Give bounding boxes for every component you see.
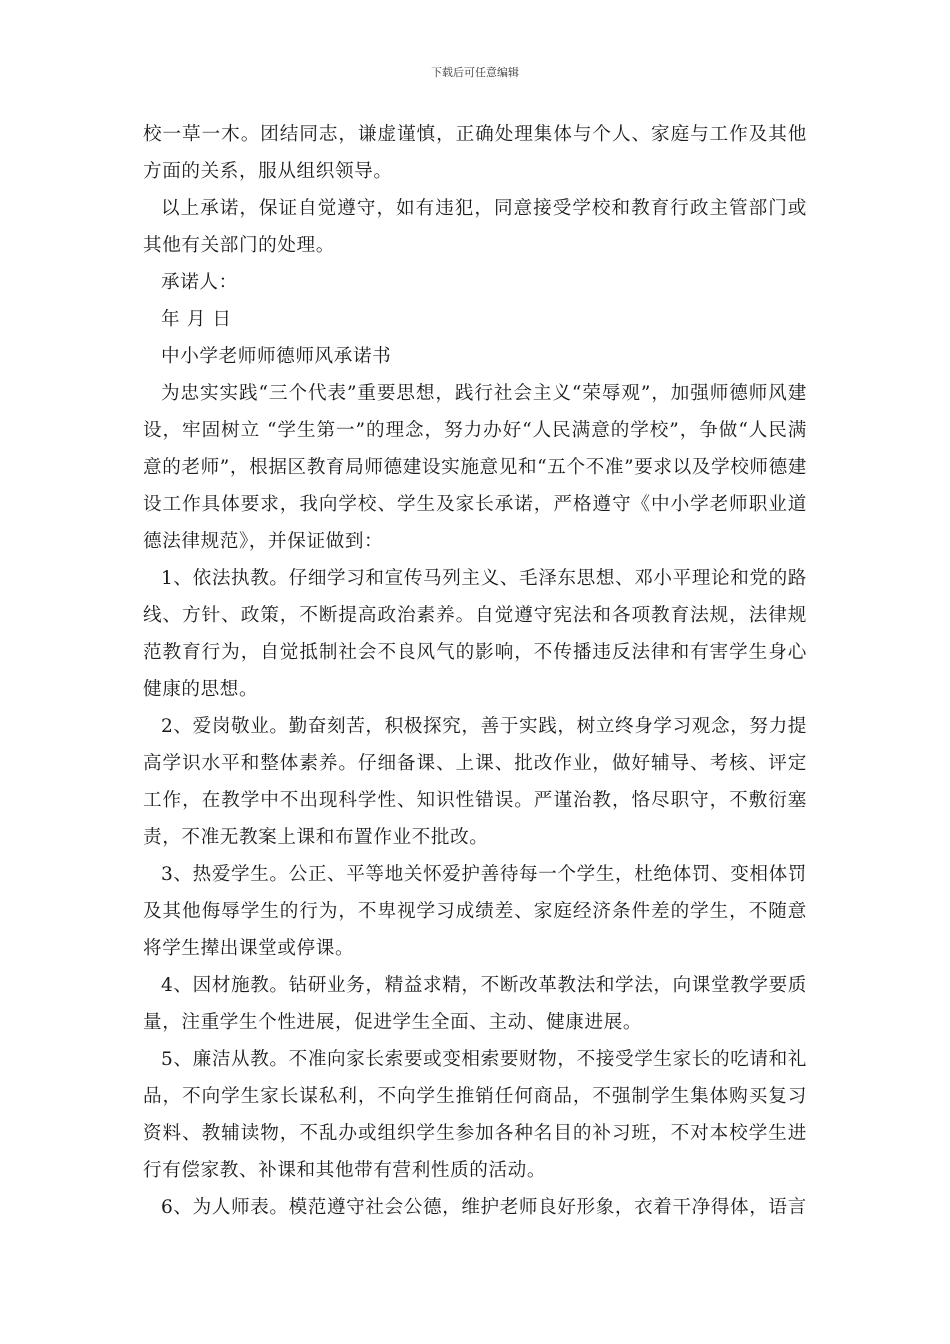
paragraph-item-4: 4、因材施教。钻研业务，精益求精，不断改革教法和学法，向课堂教学要质量，注重学生个性进展，促进学生全面、主动、健康进展。 — [143, 975, 807, 1033]
paragraph-item-5: 5、廉洁从教。不准向家长索要或变相索要财物，不接受学生家长的吃请和礼品，不向学生家长谋私利，不向学生推销任何商品，不强制学生集体购买复习资料、教辅读物，不乱办或组织学生参加各种名目的补习班，不对本校学生进行有偿家教、补课和其他带有营利性质的活动。 — [143, 1049, 807, 1181]
paragraph-continuation: 校一草一木。团结同志，谦虚谨慎，正确处理集体与个人、家庭与工作及其他方面的关系，服从组织领导。 — [143, 124, 807, 182]
paragraph-item-3: 3、热爱学生。公正、平等地关怀爱护善待每一个学生，杜绝体罚、变相体罚及其他侮辱学生的行为，不卑视学习成绩差、家庭经济条件差的学生，不随意将学生撵出课堂或停课。 — [143, 864, 807, 959]
document-title: 中小学老师师德师风承诺书 — [161, 346, 392, 367]
signature-label: 承诺人： — [161, 272, 238, 293]
paragraph-item-6: 6、为人师表。模范遵守社会公德，维护老师良好形象，衣着干净得体，语言 — [161, 1197, 807, 1218]
paragraph-intro: 为忠实实践“三个代表”重要思想，践行社会主义“荣辱观”，加强师德师风建设，牢固树立 “学生第一”的理念，努力办好“人民满意的学校”，争做“人民满意的老师”，根据区教育局师德建设实施意见和“五个不准”要求以及学校师德建设工作具体要求，我向学校、学生及家长承诺，严格遵守《中小学老师职业道德法律规范》，并保证做到： — [143, 383, 807, 552]
paragraph-item-2: 2、爱岗敬业。勤奋刻苦，积极探究，善于实践，树立终身学习观念，努力提高学识水平和整体素养。仔细备课、上课、批改作业，做好辅导、考核、评定工作，在教学中不出现科学性、知识性错误。严谨治教，恪尽职守，不敷衍塞责，不准无教案上课和布置作业不批改。 — [143, 716, 807, 848]
document-body — [143, 116, 807, 1226]
paragraph-pledge-closing: 以上承诺，保证自觉遵守，如有违犯，同意接受学校和教育行政主管部门或其他有关部门的处理。 — [143, 198, 807, 256]
paragraph-item-1: 1、依法执教。仔细学习和宣传马列主义、毛泽东思想、邓小平理论和党的路线、方针、政策，不断提高政治素养。自觉遵守宪法和各项教育法规，法律规范教育行为，自觉抵制社会不良风气的影响，不传播违反法律和有害学生身心健康的思想。 — [143, 568, 807, 700]
page-header: 下载后可任意编辑 — [431, 66, 519, 79]
date-line: 年 月 日 — [161, 309, 232, 330]
